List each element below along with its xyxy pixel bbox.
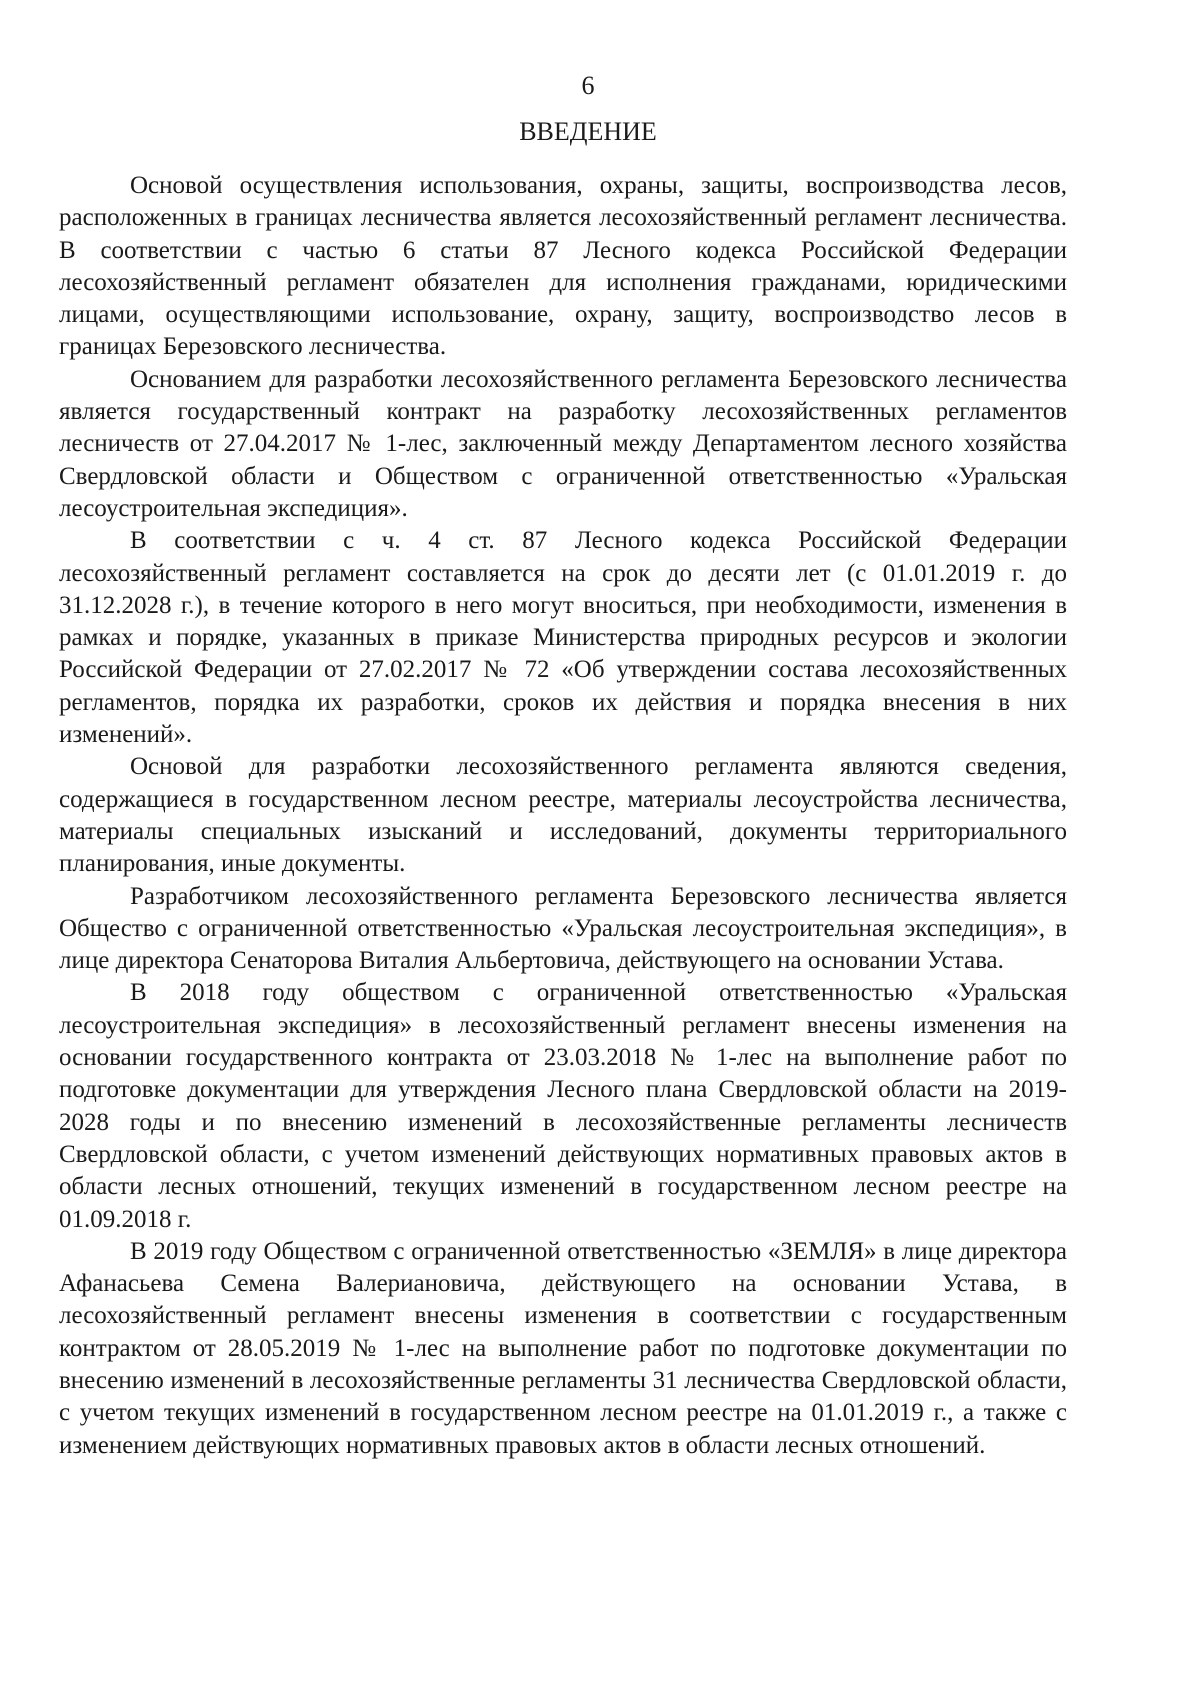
paragraph-7: В 2019 году Обществом с ограниченной ответственностью «ЗЕМЛЯ» в лице директора Афанасьева Семена Валериановича, действующего на основании Устава, в лесохозяйственный регламент внесены изменения в соответствии с государственным контрактом от 28.05.2019 № 1-лес на выполнение работ по подготовке документации по внесению изменений в лесохозяйственные регламенты 31 лесничества Свердловской области, с учетом текущих изменений в государственном лесном реестре на 01.01.2019 г., а также с изменением действующих нормативных правовых актов в области лесных отношений. [59, 1237, 1067, 1459]
paragraph-4: Основой для разработки лесохозяйственного регламента являются сведения, содержащиеся в государственном лесном реестре, материалы лесоустройства лесничества, материалы специальных изысканий и исследований, документы территориального планирования, иные документы. [59, 753, 1067, 878]
paragraph-2: Основанием для разработки лесохозяйственного регламента Березовского лесничества является государственный контракт на разработку лесохозяйственных регламентов лесничеств от 27.04.2017 № 1-лес, заключенный между Департаментом лесного хозяйства Свердловской области и Обществом с ограниченной ответственностью «Уральская лесоустроительная экспедиция». [59, 365, 1067, 522]
section-heading: ВВЕДЕНИЕ [519, 117, 657, 146]
page-number: 6 [581, 71, 595, 100]
paragraph-6: В 2018 году обществом с ограниченной ответственностью «Уральская лесоустроительная экспедиция» в лесохозяйственный регламент внесены изменения на основании государственного контракта от 23.03.2018 № 1-лес на выполнение работ по подготовке документации для утверждения Лесного плана Свердловской области на 2019-2028 годы и по внесению изменений в лесохозяйственные регламенты лесничеств Свердловской области, с учетом изменений действующих нормативных правовых актов в области лесных отношений, текущих изменений в государственном лесном реестре на 01.09.2018 г. [59, 979, 1067, 1233]
paragraph-3: В соответствии с ч. 4 ст. 87 Лесного кодекса Российской Федерации лесохозяйственный регламент составляется на срок до десяти лет (с 01.01.2019 г. до 31.12.2028 г.), в течение которого в него могут вноситься, при необходимости, изменения в рамках и порядке, указанных в приказе Министерства природных ресурсов и экологии Российской Федерации от 27.02.2017 № 72 «Об утверждении состава лесохозяйственных регламентов, порядка их разработки, сроков их действия и порядка внесения в них изменений». [59, 527, 1067, 749]
paragraph-1: Основой осуществления использования, охраны, защиты, воспроизводства лесов, расположенных в границах лесничества является лесохозяйственный регламент лесничества. В соответствии с частью 6 статьи 87 Лесного кодекса Российской Федерации лесохозяйственный регламент обязателен для исполнения гражданами, юридическими лицами, осуществляющими использование, охрану, защиту, воспроизводство лесов в границах Березовского лесничества. [59, 172, 1067, 361]
paragraph-5: Разработчиком лесохозяйственного регламента Березовского лесничества является Общество с ограниченной ответственностью «Уральская лесоустроительная экспедиция», в лице директора Сенаторова Виталия Альбертовича, действующего на основании Устава. [59, 882, 1067, 975]
